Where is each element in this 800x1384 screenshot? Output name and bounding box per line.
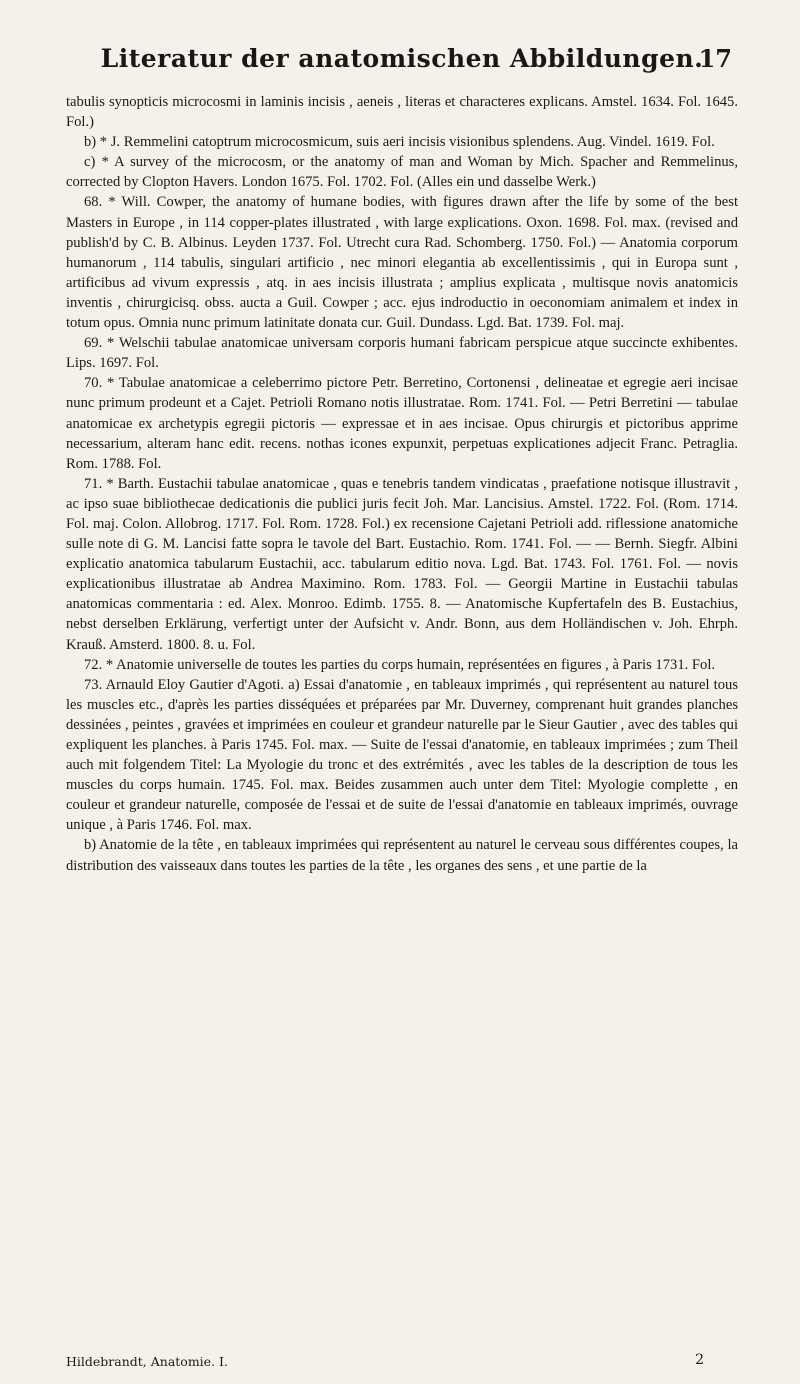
- entry-72: 72. * Anatomie universelle de toutes les parties du corps humain, représentées en figures , à Paris 1731. Fol.: [84, 656, 716, 673]
- footer: [66, 1354, 738, 1369]
- entry-continuation: tabulis synopticis microcosmi in laminis incisis , aeneis , literas et characteres explicans. Amstel. 1634. Fol. 1645. Fol.): [66, 94, 738, 131]
- footer-note: Hildebrandt, Anatomie. I.: [66, 1354, 228, 1369]
- signature-mark: 2: [695, 1352, 704, 1368]
- entry-69: 69. * Welschii tabulae anatomicae universam corporis humani fabricam perspicue atque succincte exhibentes. Lips. 1697. Fol.: [66, 335, 738, 372]
- entry-73b: b) Anatomie de la tête , en tableaux imprimées qui représentent au naturel le cerveau sous différentes coupes, la distribution des vaisseaux dans toutes les parties de la tête , les organes des sens , et une partie de la: [66, 837, 738, 874]
- entry-68: 68. * Will. Cowper, the anatomy of humane bodies, with figures drawn after the life by some of the best Masters in Europe , in 114 copper-plates illustrated , with large explications. Oxon. 1698. Fol. max. (revised and publish'd by C. B. Albinus. Leyden 1737. Fol. Utrecht cura Rad. Schomberg. 1750. Fol.) — Anatomia corporum humanorum , 114 tabulis, singulari artificio , nec minori elegantia ab excellentissimis , qui in Europa sunt , artificibus ad vivum expressis , atq. in aes incisis illustrata ; amplius explicata , multisque novis anatomicis inventis , chirurgicisq. obss. aucta a Guil. Cowper ; acc. ejus indroductio in oeconomiam animalem et index in totum opus. Omnia nunc primum latinitate donata cur. Guil. Dundass. Lgd. Bat. 1739. Fol. maj.: [66, 194, 738, 332]
- entry-67c: c) * A survey of the microcosm, or the anatomy of man and Woman by Mich. Spacher and Remmelinus, corrected by Clopton Havers. London 1675. Fol. 1702. Fol. (Alles ein und dasselbe Werk.): [66, 154, 738, 191]
- running-title: Literatur der anatomischen Abbildungen.: [100, 44, 704, 73]
- running-head: [66, 40, 738, 80]
- entry-71: 71. * Barth. Eustachii tabulae anatomicae , quas e tenebris tandem vindicatas , praefatione notisque illustravit , ac ipso suae bibliothecae dedicationis die publici juris fecit Joh. Mar. Lancisius. Amstel. 1722. Fol. (Rom. 1714. Fol. maj. Colon. Allobrog. 1717. Fol. Rom. 1728. Fol.) ex recensione Cajetani Petrioli add. riflessione anatomiche sulle note di G. M. Lancisi fatte sopra le tavole del Bart. Eustachio. Rom. 1741. Fol. — — Bernh. Siegfr. Albini explicatio anatomica tabularum Eustachii, acc. tabularum editio nova. Lgd. Bat. 1743. Fol. 1761. Fol. — novis explicationibus illustratae ab Andrea Maximino. Rom. 1783. Fol. — Georgii Martine in Eustachii tabulas anatomicas commentaria : ed. Alex. Monroo. Edimb. 1755. 8. — Anatomische Kupfertafeln des B. Eustachius, nebst derselben Erklärung, verfertigt unter der Aufsicht v. Andr. Bonn, aus dem Holländischen v. Joh. Ehrph. Krauß. Amsterd. 1800. 8. u. Fol.: [66, 475, 738, 653]
- entry-67b: b) * J. Remmelini catoptrum microcosmicum, suis aeri incisis visionibus splendens. Aug. Vindel. 1619. Fol.: [84, 134, 715, 151]
- body-text: [66, 92, 738, 876]
- entry-70: 70. * Tabulae anatomicae a celeberrimo pictore Petr. Berretino, Cortonensi , delineatae et egregie aeri incisae nunc primum prodeunt et a Cajet. Petrioli Romano notis illustratae. Rom. 1741. Fol. — Petri Berretini — tabulae anatomicae ex archetypis egregii pictoris — expressae et in aes incisae. Opus chirurgis et pictoribus apprime necessarium, alteram hanc edit. recens. nothas icones expunxit, perpetuas explicationes adjecit Franc. Petraglia. Rom. 1788. Fol.: [66, 375, 738, 472]
- entry-73a: 73. Arnauld Eloy Gautier d'Agoti. a) Essai d'anatomie , en tableaux imprimés , qui représentent au naturel tous les muscles etc., d'après les parties disséquées et préparées par Mr. Duverney, comprenant huit grandes planches dessinées , peintes , gravées et imprimées en couleur et grandeur naturelle par le Sieur Gautier , avec des tables qui expliquent les planches. à Paris 1745. Fol. max. — Suite de l'essai d'anatomie, en tableaux imprimées ; zum Theil auch mit folgendem Titel: La Myologie du tronc et des extrémités , avec les tables de la description de tous les muscles du corps humain. 1745. Fol. max. Beides zusammen auch unter dem Titel: Myologie complette , en couleur et grandeur naturelle, composée de l'essai et de suite de l'essai d'anatomie en tableaux imprimés, ouvrage unique , à Paris 1746. Fol. max.: [66, 676, 738, 834]
- page-number: 17: [698, 44, 732, 73]
